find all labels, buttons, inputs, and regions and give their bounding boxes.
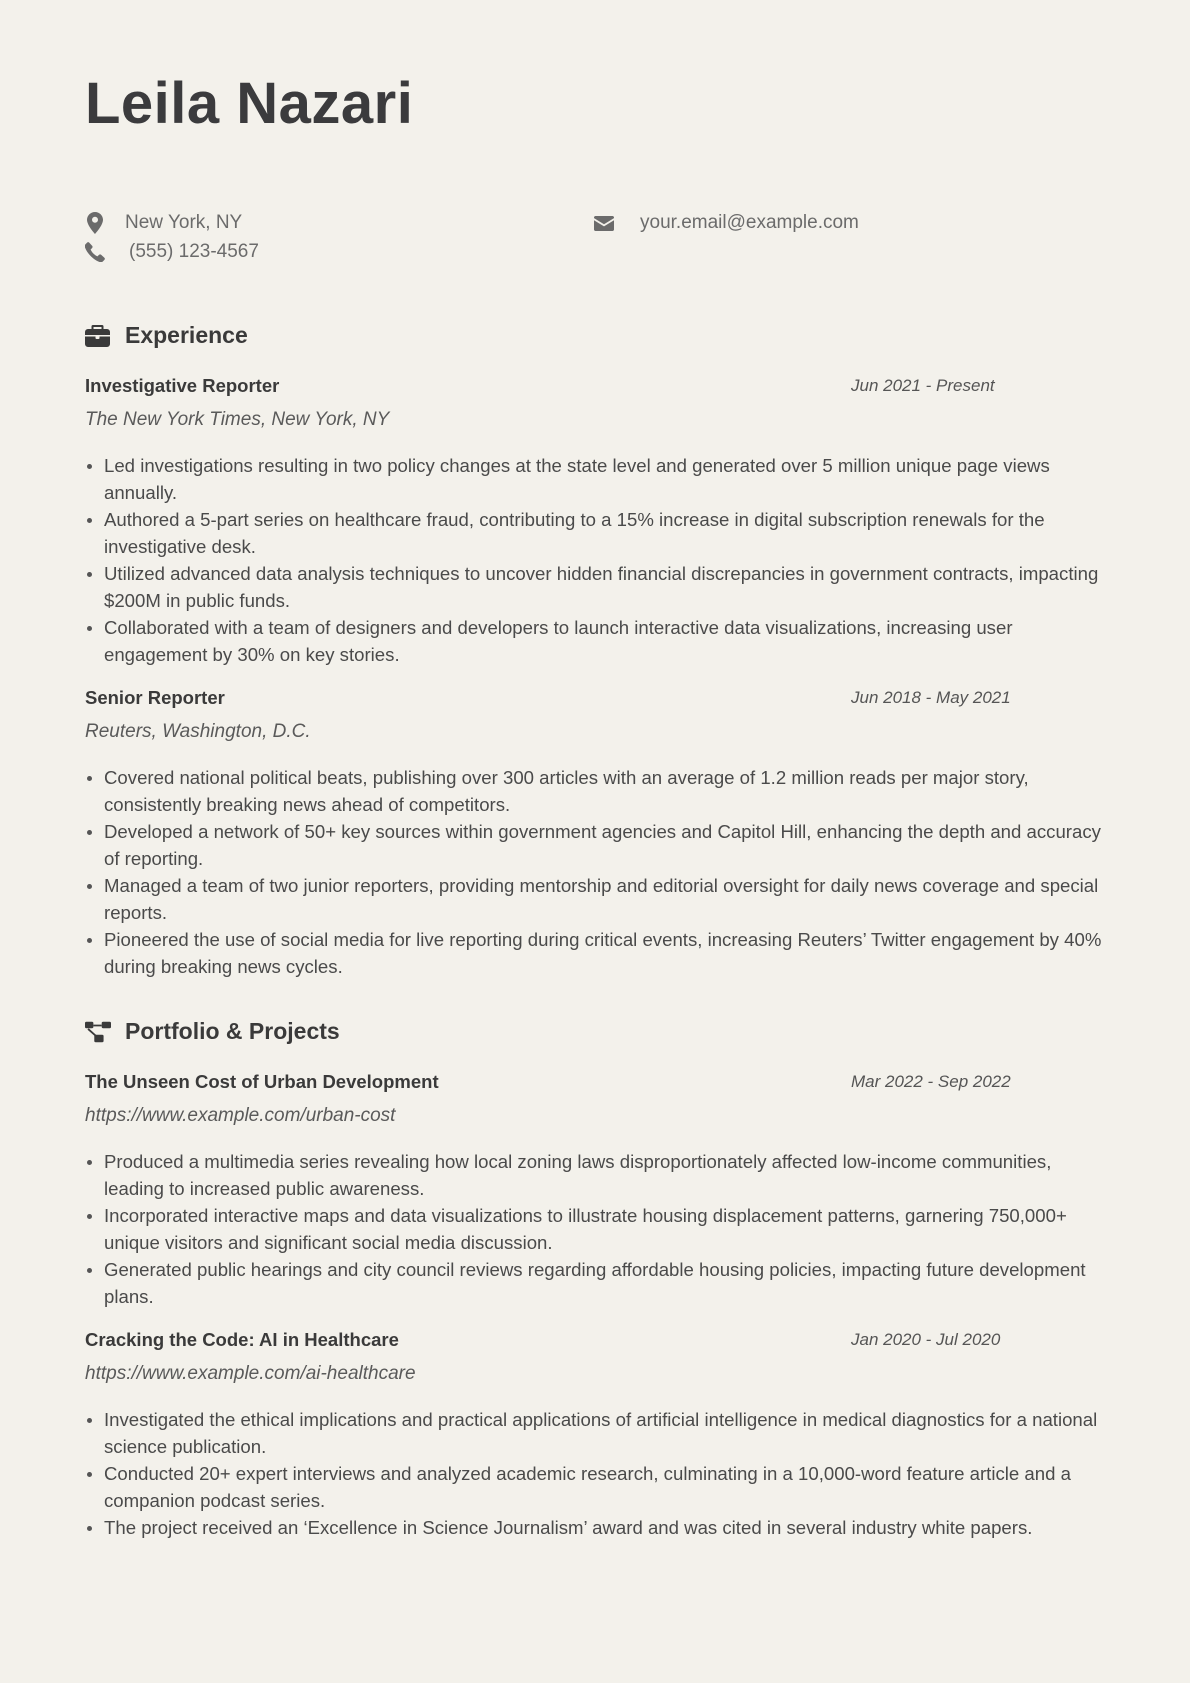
bullet-item: Authored a 5-part series on healthcare fraud, contributing to a 15% increase in digital subscription renewals for the investigative desk. <box>85 506 1105 560</box>
project-url[interactable]: https://www.example.com/ai-healthcare <box>85 1363 416 1384</box>
job-bullets <box>85 764 1105 980</box>
bullet-item: Conducted 20+ expert interviews and analyzed academic research, culminating in a 10,000-word feature article and a companion podcast series. <box>85 1460 1105 1514</box>
projects-section-header <box>85 1018 340 1045</box>
bullet-item: Managed a team of two junior reporters, providing mentorship and editorial oversight for daily news coverage and special reports. <box>85 872 1105 926</box>
contact-phone <box>85 241 259 263</box>
projects-heading: Portfolio & Projects <box>125 1018 340 1044</box>
project-title: The Unseen Cost of Urban Development <box>85 1071 439 1092</box>
email-text[interactable]: your.email@example.com <box>640 212 859 233</box>
job-organization: The New York Times, New York, NY <box>85 409 390 430</box>
bullet-item: Investigated the ethical implications and practical applications of artificial intelligence in medical diagnostics for a national science publication. <box>85 1406 1105 1460</box>
bullet-item: Developed a network of 50+ key sources within government agencies and Capitol Hill, enhancing the depth and accuracy of reporting. <box>85 818 1105 872</box>
project-bullets <box>85 1406 1105 1541</box>
phone-text: (555) 123-4567 <box>129 241 259 262</box>
bullet-item: Incorporated interactive maps and data visualizations to illustrate housing displacement patterns, garnering 750,000+ unique visitors and significant social media discussion. <box>85 1202 1105 1256</box>
experience-section-header <box>85 322 248 349</box>
bullet-item: Led investigations resulting in two policy changes at the state level and generated over 5 million unique page views annually. <box>85 452 1105 506</box>
project-bullets <box>85 1148 1105 1310</box>
contact-email[interactable] <box>594 212 859 234</box>
project-entry <box>85 1328 1105 1541</box>
project-url[interactable]: https://www.example.com/urban-cost <box>85 1105 396 1126</box>
phone-icon <box>85 241 105 263</box>
job-bullets <box>85 452 1105 668</box>
location-text: New York, NY <box>125 212 243 233</box>
project-title: Cracking the Code: AI in Healthcare <box>85 1329 399 1350</box>
bullet-item: Pioneered the use of social media for live reporting during critical events, increasing Reuters’ Twitter engagement by 40% during breaking news cycles. <box>85 926 1105 980</box>
experience-entry <box>85 686 1105 980</box>
bullet-item: Generated public hearings and city council reviews regarding affordable housing policies, impacting future development plans. <box>85 1256 1105 1310</box>
bullet-item: Utilized advanced data analysis techniques to uncover hidden financial discrepancies in government contracts, impacting $200M in public funds. <box>85 560 1105 614</box>
bullet-item: The project received an ‘Excellence in Science Journalism’ award and was cited in several industry white papers. <box>85 1514 1105 1541</box>
project-dates: Jan 2020 - Jul 2020 <box>851 1330 1001 1349</box>
map-pin-icon <box>85 212 105 234</box>
job-dates: Jun 2018 - May 2021 <box>851 688 1011 707</box>
job-organization: Reuters, Washington, D.C. <box>85 721 311 742</box>
experience-entry <box>85 374 1105 668</box>
job-title: Senior Reporter <box>85 687 225 708</box>
briefcase-icon <box>85 324 111 348</box>
job-title: Investigative Reporter <box>85 375 280 396</box>
contact-location <box>85 212 242 234</box>
bullet-item: Covered national political beats, publishing over 300 articles with an average of 1.2 million reads per major story, consistently breaking news ahead of competitors. <box>85 764 1105 818</box>
project-dates: Mar 2022 - Sep 2022 <box>851 1072 1011 1091</box>
bullet-item: Produced a multimedia series revealing how local zoning laws disproportionately affected low-income communities, leading to increased public awareness. <box>85 1148 1105 1202</box>
job-dates: Jun 2021 - Present <box>851 376 995 395</box>
experience-heading: Experience <box>125 322 248 348</box>
project-diagram-icon <box>85 1020 111 1044</box>
envelope-icon <box>594 212 614 234</box>
project-entry <box>85 1070 1105 1310</box>
bullet-item: Collaborated with a team of designers and developers to launch interactive data visualizations, increasing user engagement by 30% on key stories. <box>85 614 1105 668</box>
candidate-name: Leila Nazari <box>85 71 414 136</box>
